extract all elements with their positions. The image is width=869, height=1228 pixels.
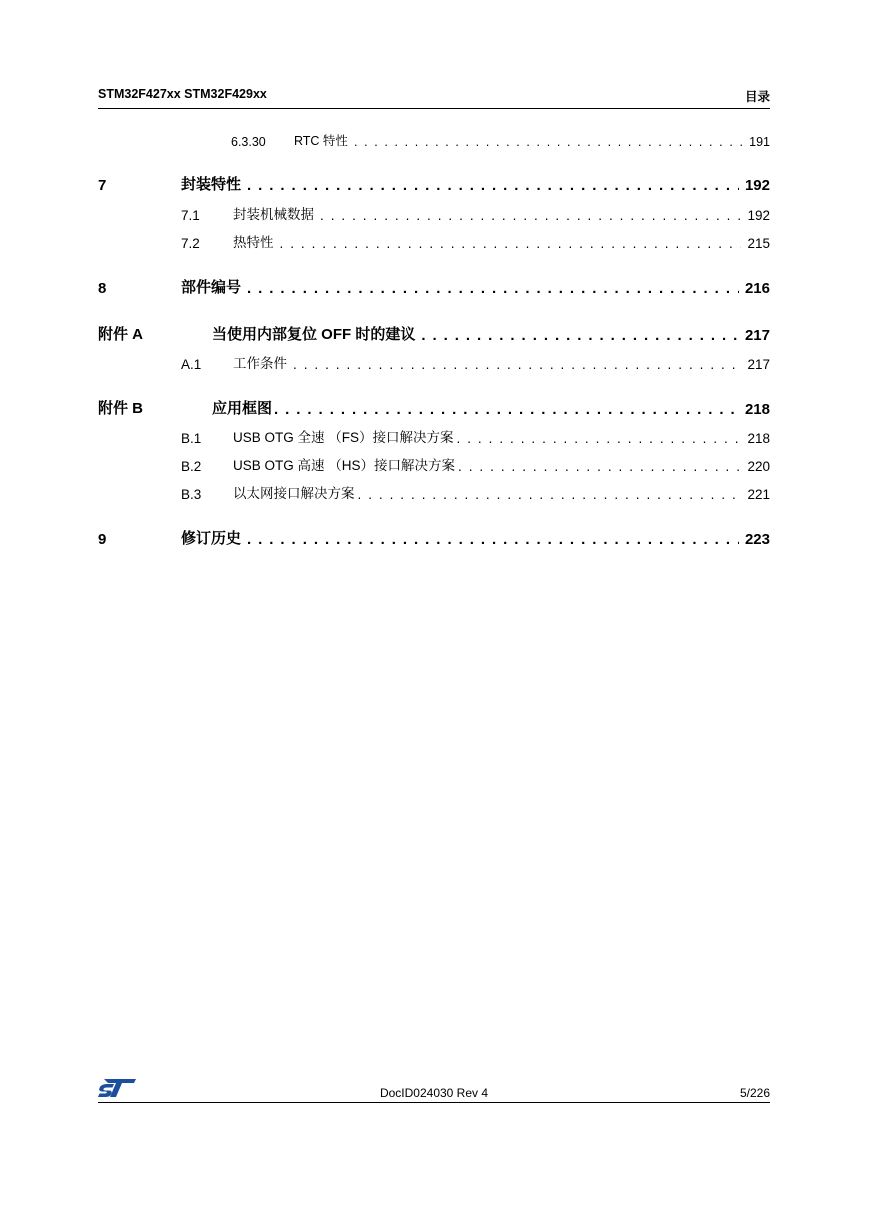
toc-entry-number: 6.3.30 [231, 135, 266, 149]
toc-entry-page: 223 [739, 531, 770, 548]
toc-entry-number: 附件 B [98, 400, 144, 417]
toc-entry-title: 热特性 [233, 231, 280, 251]
section-title: 目录 [744, 90, 770, 104]
toc-leader-dots [293, 357, 741, 372]
document-id: DocID024030 Rev 4 [379, 1086, 489, 1100]
toc-entry-title: 以太网接口解决方案 [233, 482, 358, 502]
toc-entry-number: 7 [98, 177, 107, 194]
toc-entry[interactable] [98, 454, 770, 476]
toc-entry-number: B.2 [181, 459, 202, 474]
toc-entry-title: RTC 特性 [294, 131, 354, 149]
toc-entry[interactable] [98, 482, 770, 504]
toc-entry-number: 9 [98, 531, 107, 548]
toc-entry[interactable] [98, 277, 770, 299]
toc-entry[interactable] [98, 324, 770, 346]
toc-entry-number: 8 [98, 280, 107, 297]
toc-entry-title: 封装机械数据 [233, 203, 320, 223]
page-header [98, 84, 770, 109]
toc-entry-title: 修订历史 [181, 527, 247, 548]
toc-entry-number: 7.2 [181, 236, 200, 251]
toc-entry-number: A.1 [181, 357, 202, 372]
toc-leader-dots [421, 327, 739, 344]
toc-entry[interactable] [98, 231, 770, 253]
toc-entry-page: 221 [741, 487, 770, 502]
toc-entry-page: 217 [739, 327, 770, 344]
toc-entry[interactable] [98, 426, 770, 448]
toc-entry[interactable] [98, 174, 770, 196]
toc-entry-page: 218 [741, 431, 770, 446]
toc-entry[interactable] [98, 203, 770, 225]
page-footer [98, 1078, 770, 1103]
toc-leader-dots [247, 531, 739, 548]
toc-entry[interactable] [98, 352, 770, 374]
toc-leader-dots [320, 208, 741, 223]
toc-leader-dots [354, 135, 743, 149]
toc-leader-dots [458, 459, 741, 474]
toc-leader-dots [247, 280, 739, 297]
toc-leader-dots [280, 236, 742, 251]
toc-entry-title: 工作条件 [233, 352, 293, 372]
toc-entry-title: 封装特性 [181, 173, 247, 194]
toc-entry-page: 220 [741, 459, 770, 474]
toc-entry-page: 218 [739, 401, 770, 418]
toc-entry[interactable] [98, 129, 770, 151]
toc-entry-title: 部件编号 [181, 276, 247, 297]
page-number: 5/226 [739, 1086, 770, 1100]
toc-entry-number: B.1 [181, 431, 202, 446]
document-title: STM32F427xx STM32F429xx [98, 87, 267, 101]
toc-entry-title: 当使用内部复位 OFF 时的建议 [212, 323, 421, 344]
toc-entry-title: 应用框图 [212, 397, 274, 418]
toc-entry-page: 191 [743, 135, 770, 149]
toc-leader-dots [247, 177, 739, 194]
toc-entry-title: USB OTG 全速 （FS）接口解决方案 [233, 426, 457, 446]
toc-entry[interactable] [98, 528, 770, 550]
toc-entry-number: 附件 A [98, 326, 144, 343]
toc-entry-page: 216 [739, 280, 770, 297]
toc-leader-dots [358, 487, 742, 502]
toc-leader-dots [457, 431, 742, 446]
toc-entry-title: USB OTG 高速 （HS）接口解决方案 [233, 454, 458, 474]
toc-entry-page: 192 [741, 208, 770, 223]
toc-entry-page: 217 [741, 357, 770, 372]
toc-entry-number: 7.1 [181, 208, 200, 223]
toc-entry-number: B.3 [181, 487, 202, 502]
toc-entry-page: 215 [741, 236, 770, 251]
toc-entry-page: 192 [739, 177, 770, 194]
toc-entry[interactable] [98, 398, 770, 420]
toc-leader-dots [274, 401, 739, 418]
